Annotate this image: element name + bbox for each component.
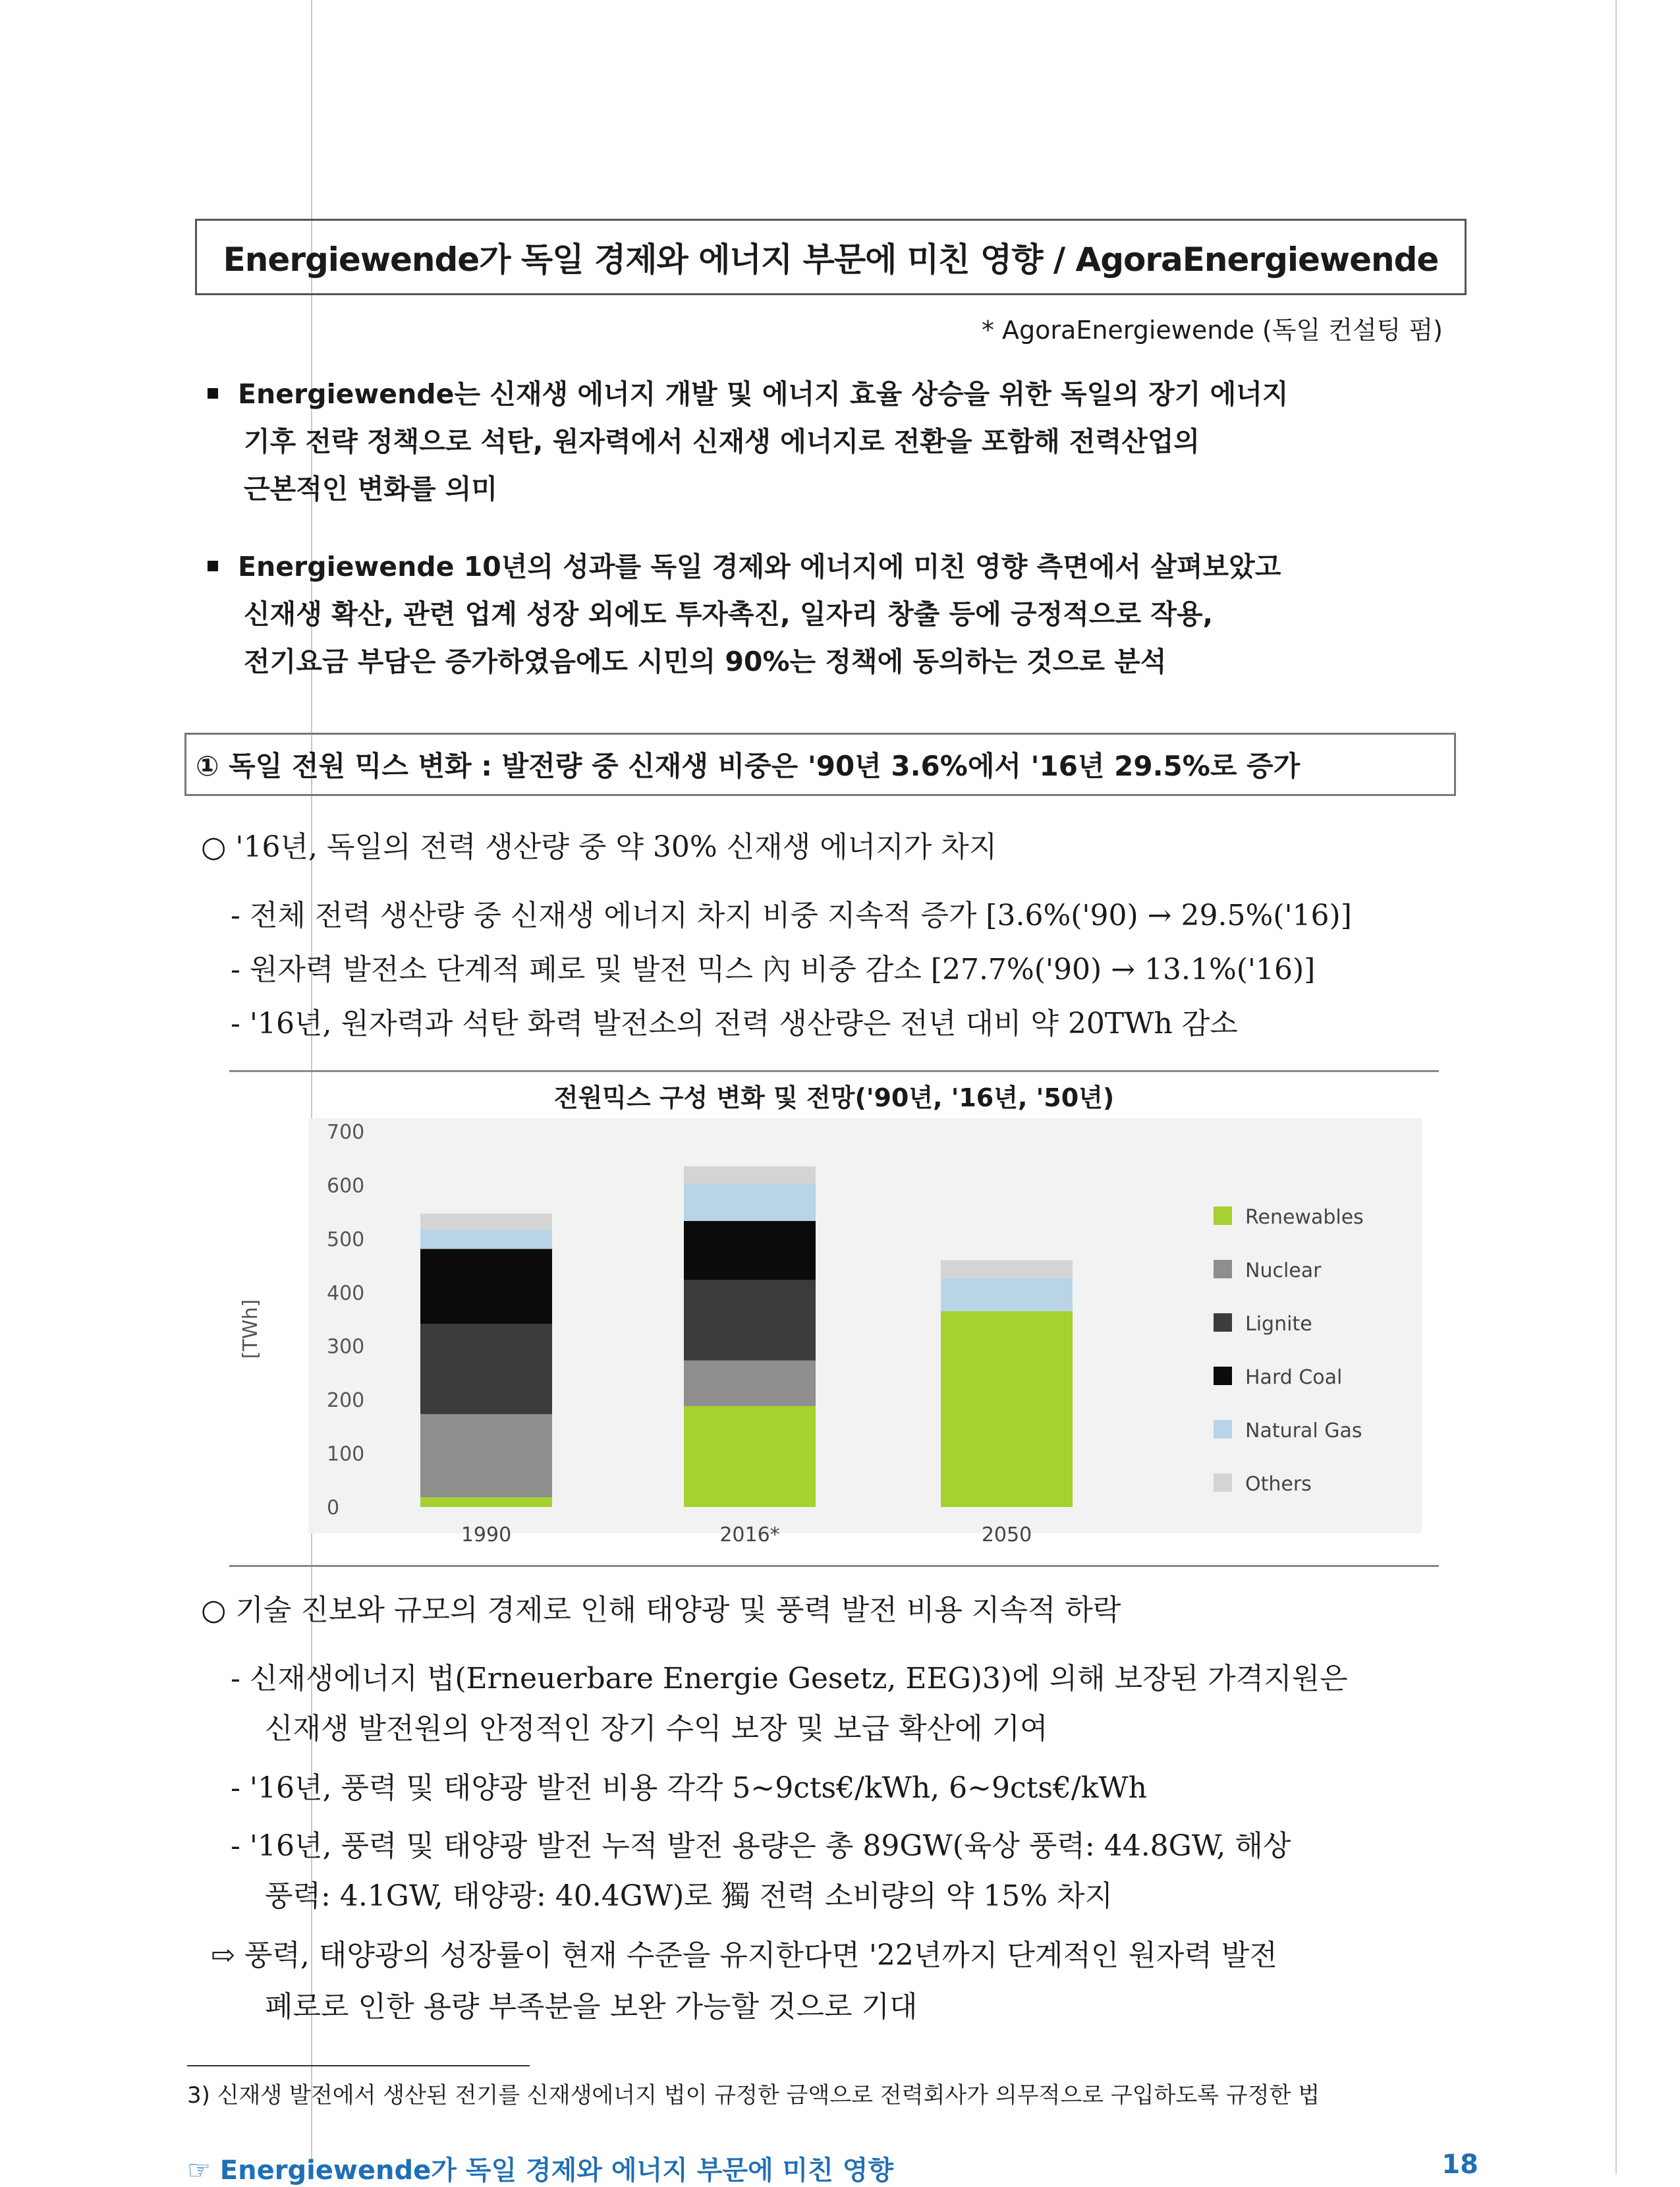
y-axis-label: [TWh] <box>239 1299 262 1359</box>
page-footer <box>187 2149 1478 2187</box>
section-heading-box <box>184 733 1456 796</box>
subtitle: * AgoraEnergiewende (독일 컨설팅 펌) <box>981 316 1443 345</box>
legend-label: Hard Coal <box>1245 1366 1343 1389</box>
y-tick-label: 0 <box>327 1496 340 1520</box>
section2-capacity-line-2: 풍력: 4.1GW, 태양광: 40.4GW)로 獨 전력 소비량의 약 15% 차지 <box>265 1879 1113 1913</box>
bar-segment-lignite-2016 <box>684 1280 816 1361</box>
page-title: Energiewende가 독일 경제와 에너지 부문에 미친 영향 / AgoraEnergiewende <box>223 241 1439 279</box>
section1-dash-3: - '16년, 원자력과 석탄 화력 발전소의 전력 생산량은 전년 대비 약 20TWh 감소 <box>231 1007 1238 1040</box>
bullet-2 <box>208 543 1459 685</box>
bullet-1-line-3: 근본적인 변화를 의미 <box>244 473 498 505</box>
bullet-square-icon <box>208 388 218 399</box>
legend-label: Lignite <box>1245 1313 1312 1336</box>
bullet-2-line-2: 신재생 확산, 관련 업계 성장 외에도 투자촉진, 일자리 창출 등에 긍정적으로 작용, <box>244 598 1214 630</box>
footnote-divider <box>187 2065 530 2066</box>
bar-segment-natural-gas-1990 <box>420 1230 552 1249</box>
bar-segment-hard-coal-2016 <box>684 1221 816 1280</box>
bullet-1-line-2: 기후 전략 정책으로 석탄, 원자력에서 신재생 에너지로 전환을 포함해 전력산업의 <box>244 426 1200 457</box>
y-tick-label: 400 <box>327 1282 365 1305</box>
legend-swatch <box>1214 1420 1232 1438</box>
legend-swatch <box>1214 1473 1232 1492</box>
legend-swatch <box>1214 1313 1232 1332</box>
bar-segment-others-2050 <box>941 1260 1073 1278</box>
bar-segment-renewables-1990 <box>420 1497 552 1507</box>
bullet-2-line-1: Energiewende 10년의 성과를 독일 경제와 에너지에 미친 영향 측면에서 살펴보았고 <box>238 551 1281 582</box>
scan-edge-line <box>1615 0 1617 2174</box>
section2-capacity-line-1: - '16년, 풍력 및 태양광 발전 누적 발전 용량은 총 89GW(육상 풍력: 44.8GW, 해상 <box>231 1829 1291 1863</box>
bar-segment-renewables-2050 <box>941 1311 1073 1507</box>
y-tick-label: 100 <box>327 1442 365 1466</box>
section2-cost-line: - '16년, 풍력 및 태양광 발전 비용 각각 5~9cts€/kWh, 6~9cts€/kWh <box>231 1771 1147 1805</box>
x-tick-label: 2016* <box>719 1523 780 1547</box>
y-tick-label: 300 <box>327 1335 365 1359</box>
bar-segment-renewables-2016 <box>684 1406 816 1507</box>
legend-swatch <box>1214 1367 1232 1385</box>
section2-main-point: ○ 기술 진보와 규모의 경제로 인해 태양광 및 풍력 발전 비용 지속적 하락 <box>201 1593 1121 1627</box>
bar-segment-others-2016 <box>684 1166 816 1183</box>
bar-segment-hard-coal-1990 <box>420 1249 552 1324</box>
y-tick-label: 500 <box>327 1228 365 1251</box>
legend-swatch <box>1214 1260 1232 1278</box>
bullet-2-line-3: 전기요금 부담은 증가하였음에도 시민의 90%는 정책에 동의하는 것으로 분석 <box>244 646 1167 677</box>
chart-title: 전원믹스 구성 변화 및 전망('90년, '16년, '50년) <box>553 1083 1115 1112</box>
chart-container <box>229 1070 1439 1567</box>
x-tick-label: 2050 <box>981 1523 1032 1547</box>
bullet-1 <box>208 370 1459 513</box>
bar-segment-lignite-1990 <box>420 1324 552 1414</box>
legend-label: Nuclear <box>1245 1259 1322 1282</box>
footnote: 3) 신재생 발전에서 생산된 전기를 신재생에너지 법이 규정한 금액으로 전력회사가 의무적으로 구입하도록 규정한 법 <box>187 2082 1320 2109</box>
bullet-square-icon <box>208 561 218 571</box>
section2-eeg-line-2: 신재생 발전원의 안정적인 장기 수익 보장 및 보급 확산에 기여 <box>265 1712 1048 1746</box>
section2-conclusion-line-2: 폐로로 인한 용량 부족분을 보완 가능할 것으로 기대 <box>265 1990 918 2024</box>
y-tick-label: 600 <box>327 1174 365 1198</box>
section-heading: ① 독일 전원 믹스 변화 : 발전량 중 신재생 비중은 '90년 3.6%에서 '16년 29.5%로 증가 <box>196 750 1301 782</box>
section2-conclusion-line-1: ⇨ 풍력, 태양광의 성장률이 현재 수준을 유지한다면 '22년까지 단계적인 원자력 발전 <box>211 1939 1277 1972</box>
bar-segment-others-1990 <box>420 1214 552 1230</box>
y-tick-label: 200 <box>327 1389 365 1413</box>
y-tick-label: 700 <box>327 1121 365 1144</box>
x-tick-label: 1990 <box>461 1523 512 1547</box>
page-number: 18 <box>1442 2149 1478 2180</box>
section1-dash-1: - 전체 전력 생산량 중 신재생 에너지 차지 비중 지속적 증가 [3.6%('90) → 29.5%('16)] <box>231 899 1352 932</box>
bar-segment-natural-gas-2050 <box>941 1278 1073 1311</box>
stacked-bar-chart <box>229 1072 1439 1565</box>
section1-main-point: ○ '16년, 독일의 전력 생산량 중 약 30% 신재생 에너지가 차지 <box>201 830 997 864</box>
bar-segment-natural-gas-2016 <box>684 1183 816 1221</box>
bar-segment-nuclear-1990 <box>420 1414 552 1497</box>
section1-dash-2: - 원자력 발전소 단계적 폐로 및 발전 믹스 內 비중 감소 [27.7%('90) → 13.1%('16)] <box>231 953 1316 986</box>
legend-label: Renewables <box>1245 1206 1364 1229</box>
footer-text: ☞ Energiewende가 독일 경제와 에너지 부문에 미친 영향 <box>187 2155 894 2186</box>
bullet-1-line-1: Energiewende는 신재생 에너지 개발 및 에너지 효율 상승을 위한 독일의 장기 에너지 <box>238 378 1289 410</box>
legend-label: Natural Gas <box>1245 1419 1362 1442</box>
title-box <box>195 219 1467 295</box>
section2-eeg-line-1: - 신재생에너지 법(Erneuerbare Energie Gesetz, EEG)3)에 의해 보장된 가격지원은 <box>231 1662 1348 1695</box>
legend-swatch <box>1214 1207 1232 1225</box>
bar-segment-nuclear-2016 <box>684 1361 816 1406</box>
legend-label: Others <box>1245 1473 1312 1496</box>
